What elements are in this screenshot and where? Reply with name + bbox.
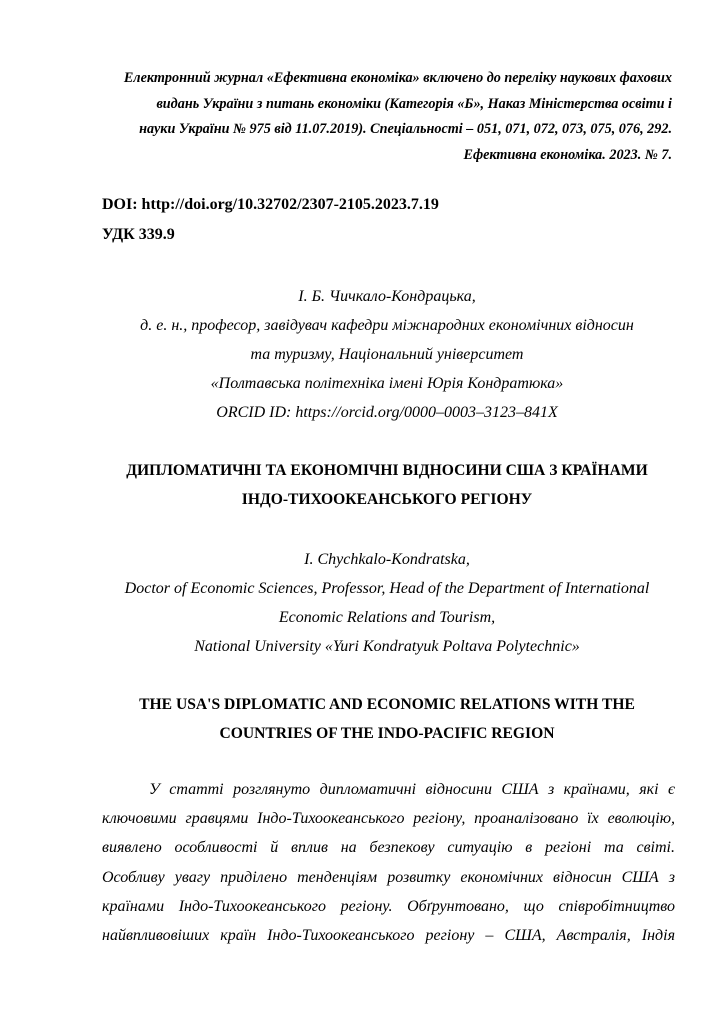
journal-header — [100, 66, 672, 169]
udk-line: УДК 339.9 — [102, 226, 175, 243]
ukrainian-title — [80, 456, 694, 514]
abstract-line: найвпливовіших країн Індо-Тихоокеанського регіону – США, Австралія, Індія — [102, 926, 675, 944]
title-line: COUNTRIES OF THE INDO-PACIFIC REGION — [219, 725, 555, 742]
abstract-line: виявлено особливості й вплив на безпекову ситуацію в регіоні та світі. — [102, 839, 675, 857]
journal-header-line: видань України з питань економіки (Категорія «Б», Наказ Міністерства освіти і — [156, 95, 672, 112]
author-affiliation-line: Economic Relations and Tourism, — [278, 609, 496, 626]
journal-header-line: Електронний журнал «Ефективна економіка» включено до переліку наукових фахових — [123, 70, 672, 86]
doi-line: DOI: http://doi.org/10.32702/2307-2105.2023.7.19 — [102, 196, 439, 213]
english-author-info — [50, 545, 724, 661]
journal-header-line: науки України № 975 від 11.07.2019). Спеціальності – 051, 071, 072, 073, 075, 076, 292. — [139, 121, 672, 138]
ukrainian-author-info — [60, 282, 714, 427]
title-line: ІНДО-ТИХООКЕАНСЬКОГО РЕГІОНУ — [241, 491, 533, 508]
journal-header-line: Ефективна економіка. 2023. № 7. — [463, 147, 672, 164]
author-affiliation-line: д. е. н., професор, завідувач кафедри міжнародних економічних відносин — [140, 317, 634, 334]
abstract-line: Особливу увагу приділено тенденціям розвитку економічних відносин США з — [102, 868, 675, 886]
abstract-paragraph — [102, 775, 675, 950]
abstract-line: У статті розглянуто дипломатичні відносини США з країнами, які є — [149, 781, 675, 798]
abstract-line: країнами Індо-Тихоокеанського регіону. Обґрунтовано, що співробітництво — [102, 897, 675, 915]
english-title — [80, 690, 694, 748]
author-affiliation-line: та туризму, Національний університет — [250, 346, 524, 363]
title-line: THE USA'S DIPLOMATIC AND ECONOMIC RELATIONS WITH THE — [139, 696, 635, 713]
author-affiliation-line: National University «Yuri Kondratyuk Poltava Polytechnic» — [194, 638, 580, 655]
author-name: I. Chychkalo-Kondratska, — [304, 551, 470, 568]
author-orcid: ORCID ID: https://orcid.org/0000–0003–3123–841X — [216, 404, 558, 421]
author-affiliation-line: «Полтавська політехніка імені Юрія Кондратюка» — [210, 375, 564, 392]
author-affiliation-line: Doctor of Economic Sciences, Professor, Head of the Department of International — [124, 580, 650, 597]
author-name: І. Б. Чичкало-Кондрацька, — [298, 288, 476, 305]
abstract-line: ключовими гравцями Індо-Тихоокеанського регіону, проаналізовано їх еволюцію, — [102, 810, 675, 828]
title-line: ДИПЛОМАТИЧНІ ТА ЕКОНОМІЧНІ ВІДНОСИНИ США З КРАЇНАМИ — [126, 462, 648, 479]
